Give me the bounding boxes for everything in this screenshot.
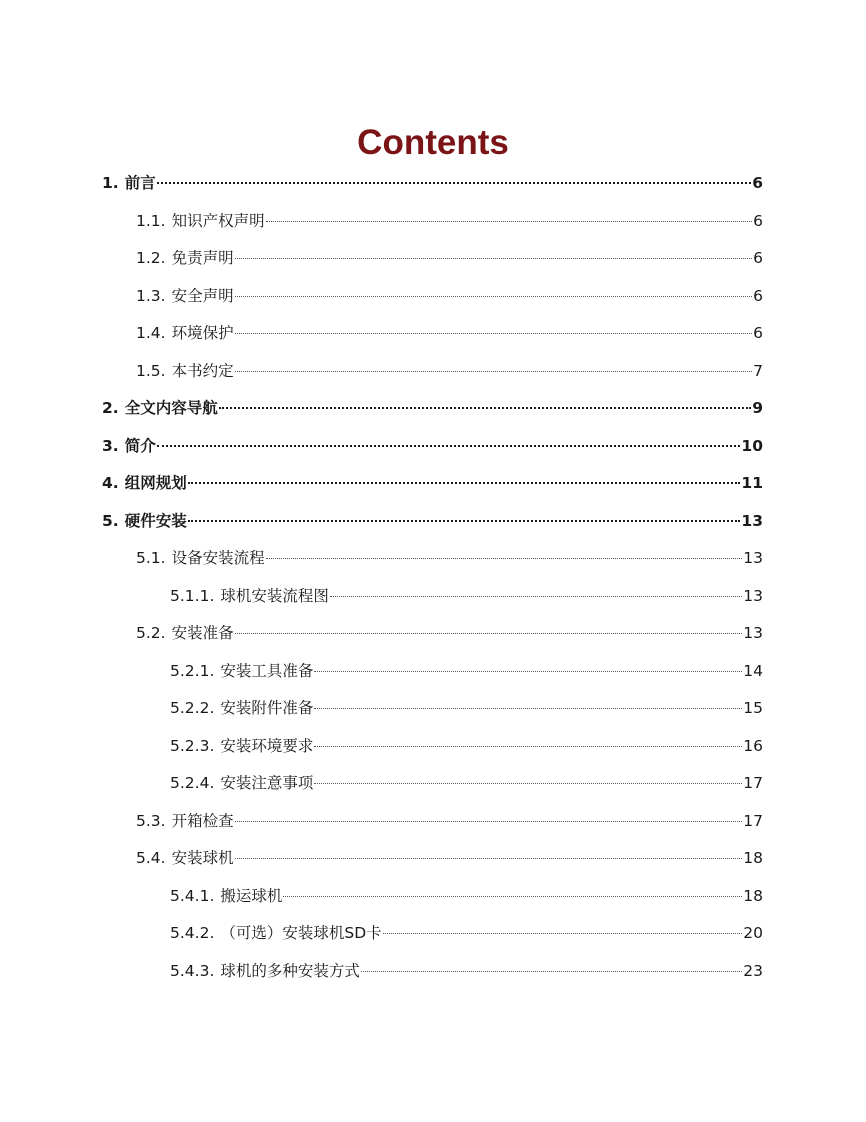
dot-leader: [235, 296, 753, 297]
toc-entry-page-number: 6: [752, 174, 763, 192]
dot-leader: [330, 596, 742, 597]
dot-leader: [314, 746, 742, 747]
toc-entry-label: 组网规划: [124, 474, 187, 492]
dot-leader: [383, 933, 743, 934]
toc-entry-label: 安装环境要求: [220, 736, 314, 755]
toc-entry-page-number: 18: [743, 849, 763, 867]
dot-leader: [361, 971, 742, 972]
toc-entry[interactable]: [0, 615, 866, 653]
toc-entry-label: 安装准备: [171, 624, 234, 642]
toc-entry-label: 安装附件准备: [220, 699, 314, 717]
toc-entry-number: 5.1.1.: [170, 586, 215, 605]
toc-entry-number: 2.: [102, 399, 119, 417]
toc-entry-page-number: 17: [743, 774, 763, 792]
toc-entry-label: 开箱检查: [171, 811, 234, 830]
toc-entry[interactable]: [0, 428, 866, 466]
toc-entry[interactable]: [0, 353, 866, 391]
toc-entry-number: 1.2.: [136, 249, 166, 267]
toc-entry-page-number: 16: [743, 736, 763, 755]
toc-entry-page-number: 15: [743, 699, 763, 717]
toc-entry-label: 知识产权声明: [171, 211, 265, 230]
toc-entry[interactable]: [0, 315, 866, 353]
toc-entry-page-number: 13: [743, 586, 763, 605]
toc-entry-label: 安装注意事项: [220, 774, 314, 792]
toc-entry[interactable]: [0, 803, 866, 841]
toc-entry-page-number: 20: [743, 924, 763, 942]
dot-leader: [188, 482, 741, 484]
toc-entry[interactable]: [0, 465, 866, 503]
toc-entry-label: 球机安装流程图: [220, 586, 329, 605]
toc-entry-label: 硬件安装: [124, 511, 187, 530]
toc-entry[interactable]: [0, 840, 866, 878]
toc-entry-page-number: 23: [743, 961, 763, 980]
toc-entry-label: 前言: [124, 174, 156, 192]
toc-entry[interactable]: [0, 503, 866, 541]
toc-entry[interactable]: [0, 953, 866, 991]
toc-entry[interactable]: [0, 540, 866, 578]
toc-entry-number: 4.: [102, 474, 119, 492]
toc-entry-label: 搬运球机: [220, 886, 283, 905]
toc-entry[interactable]: [0, 653, 866, 691]
toc-entry[interactable]: [0, 728, 866, 766]
toc-entry-number: 5.2.4.: [170, 774, 215, 792]
dot-leader: [314, 783, 742, 784]
dot-leader: [266, 558, 743, 559]
dot-leader: [219, 407, 752, 409]
toc-entry[interactable]: [0, 578, 866, 616]
dot-leader: [157, 445, 741, 447]
toc-entry-label: 设备安装流程: [171, 549, 265, 567]
toc-entry-page-number: 17: [743, 811, 763, 830]
toc-entry-label: 环境保护: [171, 324, 234, 342]
toc-entry-number: 5.2.: [136, 624, 166, 642]
toc-entry[interactable]: [0, 690, 866, 728]
dot-leader: [188, 520, 741, 522]
dot-leader: [235, 858, 743, 859]
toc-entry-page-number: 9: [752, 399, 763, 417]
toc-entry-number: 5.3.: [136, 811, 166, 830]
toc-entry[interactable]: [0, 278, 866, 316]
dot-leader: [235, 258, 753, 259]
toc-entry-number: 5.2.1.: [170, 661, 215, 680]
toc-entry-label: 免责声明: [171, 249, 234, 267]
toc-entry[interactable]: [0, 390, 866, 428]
toc-entry-page-number: 13: [741, 511, 763, 530]
toc-entry-number: 1.3.: [136, 286, 166, 305]
toc-entry-page-number: 13: [743, 624, 763, 642]
toc-entry-label: （可选）安装球机SD卡: [220, 924, 382, 942]
toc-entry-number: 5.4.2.: [170, 924, 215, 942]
toc-entry-number: 5.: [102, 511, 119, 530]
toc-entry-label: 安装工具准备: [220, 661, 314, 680]
toc-entry-label: 球机的多种安装方式: [220, 961, 360, 980]
toc-entry-number: 3.: [102, 436, 119, 455]
toc-entry-page-number: 11: [741, 474, 763, 492]
toc-entry-page-number: 6: [753, 211, 763, 230]
toc-entry-number: 5.4.3.: [170, 961, 215, 980]
toc-entry-number: 1.: [102, 174, 119, 192]
toc-entry-number: 5.4.: [136, 849, 166, 867]
toc-entry[interactable]: [0, 203, 866, 241]
toc-entry-label: 安全声明: [171, 286, 234, 305]
toc-entry-page-number: 6: [753, 249, 763, 267]
dot-leader: [283, 896, 742, 897]
toc-entry-label: 本书约定: [171, 361, 234, 380]
toc-entry[interactable]: [0, 240, 866, 278]
toc-entry-page-number: 6: [753, 324, 763, 342]
toc-entry-number: 5.2.2.: [170, 699, 215, 717]
toc-entry-label: 全文内容导航: [124, 399, 218, 417]
toc-entry-page-number: 14: [743, 661, 763, 680]
toc-entry-number: 5.2.3.: [170, 736, 215, 755]
toc-entry-page-number: 10: [741, 436, 763, 455]
toc-entry-number: 1.4.: [136, 324, 166, 342]
dot-leader: [235, 821, 743, 822]
page-title: Contents: [357, 123, 509, 163]
dot-leader: [266, 221, 753, 222]
toc-entry-label: 安装球机: [171, 849, 234, 867]
toc-entry-page-number: 18: [743, 886, 763, 905]
toc-entry[interactable]: [0, 878, 866, 916]
table-of-contents: [0, 165, 866, 990]
toc-entry-number: 5.1.: [136, 549, 166, 567]
toc-entry-number: 5.4.1.: [170, 886, 215, 905]
toc-entry-label: 简介: [124, 436, 156, 455]
dot-leader: [314, 671, 742, 672]
toc-entry[interactable]: [0, 915, 866, 953]
toc-entry-page-number: 7: [753, 361, 763, 380]
toc-entry-number: 1.5.: [136, 361, 166, 380]
toc-entry-page-number: 13: [743, 549, 763, 567]
dot-leader: [157, 182, 752, 184]
dot-leader: [314, 708, 742, 709]
dot-leader: [235, 333, 753, 334]
toc-entry[interactable]: [0, 765, 866, 803]
toc-entry-page-number: 6: [753, 286, 763, 305]
toc-entry-number: 1.1.: [136, 211, 166, 230]
dot-leader: [235, 633, 743, 634]
dot-leader: [235, 371, 753, 372]
toc-entry[interactable]: [0, 165, 866, 203]
